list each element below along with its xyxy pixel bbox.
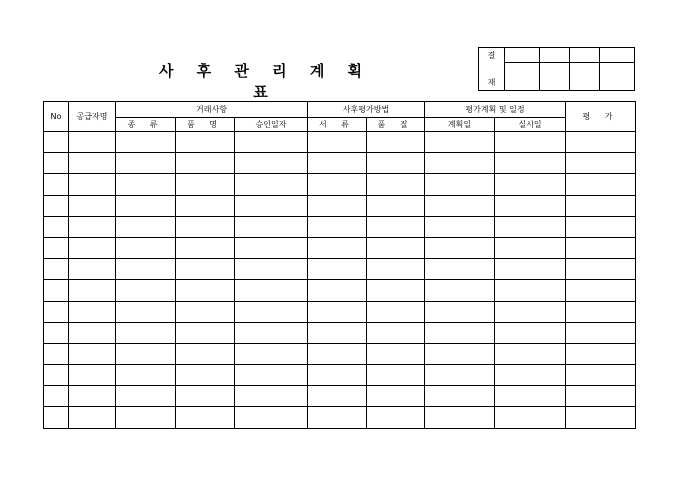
plan-table xyxy=(43,101,636,429)
table-cell[interactable] xyxy=(235,343,308,364)
table-row xyxy=(44,407,636,428)
table-cell[interactable] xyxy=(566,174,636,195)
approval-label-bottom: 재 xyxy=(487,78,496,87)
table-cell[interactable] xyxy=(44,132,69,153)
approval-label-top: 결 xyxy=(487,51,496,60)
table-cell[interactable] xyxy=(176,237,235,258)
table-cell[interactable] xyxy=(425,153,495,174)
table-cell[interactable] xyxy=(235,237,308,258)
table-cell[interactable] xyxy=(367,174,425,195)
table-cell[interactable] xyxy=(367,153,425,174)
table-cell[interactable] xyxy=(69,153,116,174)
table-cell[interactable] xyxy=(495,174,566,195)
table-cell[interactable] xyxy=(308,259,367,280)
table-cell[interactable] xyxy=(176,301,235,322)
table-cell[interactable] xyxy=(116,237,176,258)
table-cell[interactable] xyxy=(425,365,495,386)
table-cell[interactable] xyxy=(367,386,425,407)
table-cell[interactable] xyxy=(116,153,176,174)
table-cell[interactable] xyxy=(308,407,367,428)
table-cell[interactable] xyxy=(176,386,235,407)
table-cell[interactable] xyxy=(308,132,367,153)
table-cell[interactable] xyxy=(69,174,116,195)
header-trade-approver: 승인일자 xyxy=(235,118,308,132)
table-cell[interactable] xyxy=(308,195,367,216)
table-cell[interactable] xyxy=(176,365,235,386)
table-cell[interactable] xyxy=(235,407,308,428)
table-cell[interactable] xyxy=(116,407,176,428)
table-cell[interactable] xyxy=(44,195,69,216)
approval-header-cell xyxy=(600,48,635,63)
table-cell[interactable] xyxy=(235,216,308,237)
table-cell[interactable] xyxy=(495,301,566,322)
table-cell[interactable] xyxy=(44,322,69,343)
table-body xyxy=(44,132,636,429)
table-cell[interactable] xyxy=(44,174,69,195)
table-cell[interactable] xyxy=(367,259,425,280)
table-cell[interactable] xyxy=(425,216,495,237)
table-row xyxy=(44,132,636,153)
table-cell[interactable] xyxy=(495,259,566,280)
header-exec-date: 실시일 xyxy=(495,118,566,132)
table-cell[interactable] xyxy=(425,407,495,428)
table-cell[interactable] xyxy=(176,259,235,280)
table-cell[interactable] xyxy=(116,195,176,216)
table-cell[interactable] xyxy=(425,237,495,258)
table-cell[interactable] xyxy=(367,301,425,322)
header-method-quality: 품 질 xyxy=(367,118,425,132)
table-cell[interactable] xyxy=(235,365,308,386)
table-row xyxy=(44,195,636,216)
header-trade-item: 품 명 xyxy=(176,118,235,132)
table-cell[interactable] xyxy=(116,132,176,153)
table-cell[interactable] xyxy=(235,195,308,216)
table-cell[interactable] xyxy=(425,174,495,195)
table-cell[interactable] xyxy=(116,259,176,280)
table-row xyxy=(44,216,636,237)
table-row xyxy=(44,386,636,407)
table-cell[interactable] xyxy=(235,386,308,407)
table-cell[interactable] xyxy=(44,237,69,258)
table-cell[interactable] xyxy=(176,216,235,237)
table-cell[interactable] xyxy=(176,132,235,153)
table-cell[interactable] xyxy=(566,153,636,174)
table-cell[interactable] xyxy=(116,322,176,343)
table-cell[interactable] xyxy=(116,386,176,407)
table-cell[interactable] xyxy=(308,386,367,407)
table-cell[interactable] xyxy=(495,386,566,407)
table-cell[interactable] xyxy=(69,280,116,301)
table-cell[interactable] xyxy=(566,195,636,216)
table-cell[interactable] xyxy=(235,322,308,343)
table-cell[interactable] xyxy=(116,280,176,301)
table-cell[interactable] xyxy=(566,280,636,301)
header-trade-type: 종 류 xyxy=(116,118,176,132)
table-cell[interactable] xyxy=(235,132,308,153)
header-eval: 평 가 xyxy=(566,102,636,132)
table-cell[interactable] xyxy=(235,301,308,322)
table-cell[interactable] xyxy=(116,343,176,364)
table-cell[interactable] xyxy=(566,322,636,343)
table-cell[interactable] xyxy=(235,174,308,195)
table-cell[interactable] xyxy=(425,259,495,280)
table-row xyxy=(44,153,636,174)
table-row xyxy=(44,280,636,301)
table-cell[interactable] xyxy=(308,365,367,386)
table-cell[interactable] xyxy=(495,216,566,237)
approval-header-cell xyxy=(540,48,570,63)
table-cell[interactable] xyxy=(235,280,308,301)
table-cell[interactable] xyxy=(425,322,495,343)
table-cell[interactable] xyxy=(425,132,495,153)
table-cell[interactable] xyxy=(425,343,495,364)
table-cell[interactable] xyxy=(425,195,495,216)
table-cell[interactable] xyxy=(308,343,367,364)
table-row xyxy=(44,259,636,280)
table-cell[interactable] xyxy=(44,153,69,174)
table-cell[interactable] xyxy=(44,365,69,386)
table-cell[interactable] xyxy=(495,343,566,364)
header-supplier: 공급자명 xyxy=(69,102,116,132)
table-cell[interactable] xyxy=(69,322,116,343)
table-cell[interactable] xyxy=(69,365,116,386)
table-cell[interactable] xyxy=(566,301,636,322)
table-cell[interactable] xyxy=(308,301,367,322)
table-cell[interactable] xyxy=(235,153,308,174)
table-cell[interactable] xyxy=(367,407,425,428)
table-cell[interactable] xyxy=(44,343,69,364)
header-trade: 거래사항 xyxy=(116,102,308,118)
table-cell[interactable] xyxy=(308,153,367,174)
table-cell[interactable] xyxy=(44,280,69,301)
table-cell[interactable] xyxy=(69,407,116,428)
table-cell[interactable] xyxy=(367,237,425,258)
table-cell[interactable] xyxy=(495,237,566,258)
table-cell[interactable] xyxy=(44,407,69,428)
table-cell[interactable] xyxy=(425,280,495,301)
table-row xyxy=(44,301,636,322)
header-plan: 평가계획 및 일정 xyxy=(425,102,566,118)
header-no: No xyxy=(44,102,69,132)
table-cell[interactable] xyxy=(69,301,116,322)
table-cell[interactable] xyxy=(116,216,176,237)
table-cell[interactable] xyxy=(495,407,566,428)
table-cell[interactable] xyxy=(44,386,69,407)
table-row xyxy=(44,343,636,364)
table-cell[interactable] xyxy=(176,174,235,195)
table-cell[interactable] xyxy=(495,365,566,386)
header-plan-date: 계획일 xyxy=(425,118,495,132)
table-cell[interactable] xyxy=(367,343,425,364)
table-cell[interactable] xyxy=(116,174,176,195)
table-row xyxy=(44,365,636,386)
table-cell[interactable] xyxy=(308,322,367,343)
table-cell[interactable] xyxy=(176,407,235,428)
table-cell[interactable] xyxy=(367,216,425,237)
table-cell[interactable] xyxy=(367,322,425,343)
table-cell[interactable] xyxy=(69,237,116,258)
table-cell[interactable] xyxy=(308,237,367,258)
table-cell[interactable] xyxy=(367,195,425,216)
table-cell[interactable] xyxy=(566,216,636,237)
table-cell[interactable] xyxy=(116,301,176,322)
table-cell[interactable] xyxy=(367,132,425,153)
table-cell[interactable] xyxy=(308,280,367,301)
table-cell[interactable] xyxy=(69,343,116,364)
table-cell[interactable] xyxy=(308,174,367,195)
table-cell[interactable] xyxy=(69,259,116,280)
table-cell[interactable] xyxy=(69,386,116,407)
document-title: 사 후 관 리 계 획 표 xyxy=(158,62,372,101)
table-cell[interactable] xyxy=(566,386,636,407)
table-cell[interactable] xyxy=(176,322,235,343)
table-cell[interactable] xyxy=(176,195,235,216)
table-cell[interactable] xyxy=(566,237,636,258)
table-cell[interactable] xyxy=(566,343,636,364)
approval-sign-cell xyxy=(600,63,635,91)
approval-header-cell xyxy=(505,48,540,63)
table-cell[interactable] xyxy=(116,365,176,386)
table-cell[interactable] xyxy=(308,216,367,237)
table-cell[interactable] xyxy=(495,153,566,174)
approval-sign-cell xyxy=(505,63,540,91)
header-method-docs: 서 류 xyxy=(308,118,367,132)
table-cell[interactable] xyxy=(44,216,69,237)
table-cell[interactable] xyxy=(176,343,235,364)
table-row xyxy=(44,237,636,258)
table-cell[interactable] xyxy=(176,153,235,174)
table-cell[interactable] xyxy=(495,195,566,216)
table-cell[interactable] xyxy=(495,132,566,153)
table-row xyxy=(44,322,636,343)
table-cell[interactable] xyxy=(176,280,235,301)
table-cell[interactable] xyxy=(566,365,636,386)
table-cell[interactable] xyxy=(69,195,116,216)
table-cell[interactable] xyxy=(44,301,69,322)
table-cell[interactable] xyxy=(566,407,636,428)
table-cell[interactable] xyxy=(367,365,425,386)
table-cell[interactable] xyxy=(367,280,425,301)
approval-box xyxy=(478,47,635,91)
header-method: 사후평가방법 xyxy=(308,102,425,118)
table-cell[interactable] xyxy=(235,259,308,280)
table-cell[interactable] xyxy=(425,386,495,407)
table-cell[interactable] xyxy=(566,132,636,153)
table-cell[interactable] xyxy=(495,280,566,301)
approval-sign-cell xyxy=(570,63,600,91)
approval-sign-cell xyxy=(540,63,570,91)
table-cell[interactable] xyxy=(69,216,116,237)
table-cell[interactable] xyxy=(425,301,495,322)
approval-header-cell xyxy=(570,48,600,63)
table-cell[interactable] xyxy=(566,259,636,280)
table-cell[interactable] xyxy=(44,259,69,280)
table-row xyxy=(44,174,636,195)
table-cell[interactable] xyxy=(69,132,116,153)
table-cell[interactable] xyxy=(495,322,566,343)
approval-label-cell xyxy=(479,48,505,91)
